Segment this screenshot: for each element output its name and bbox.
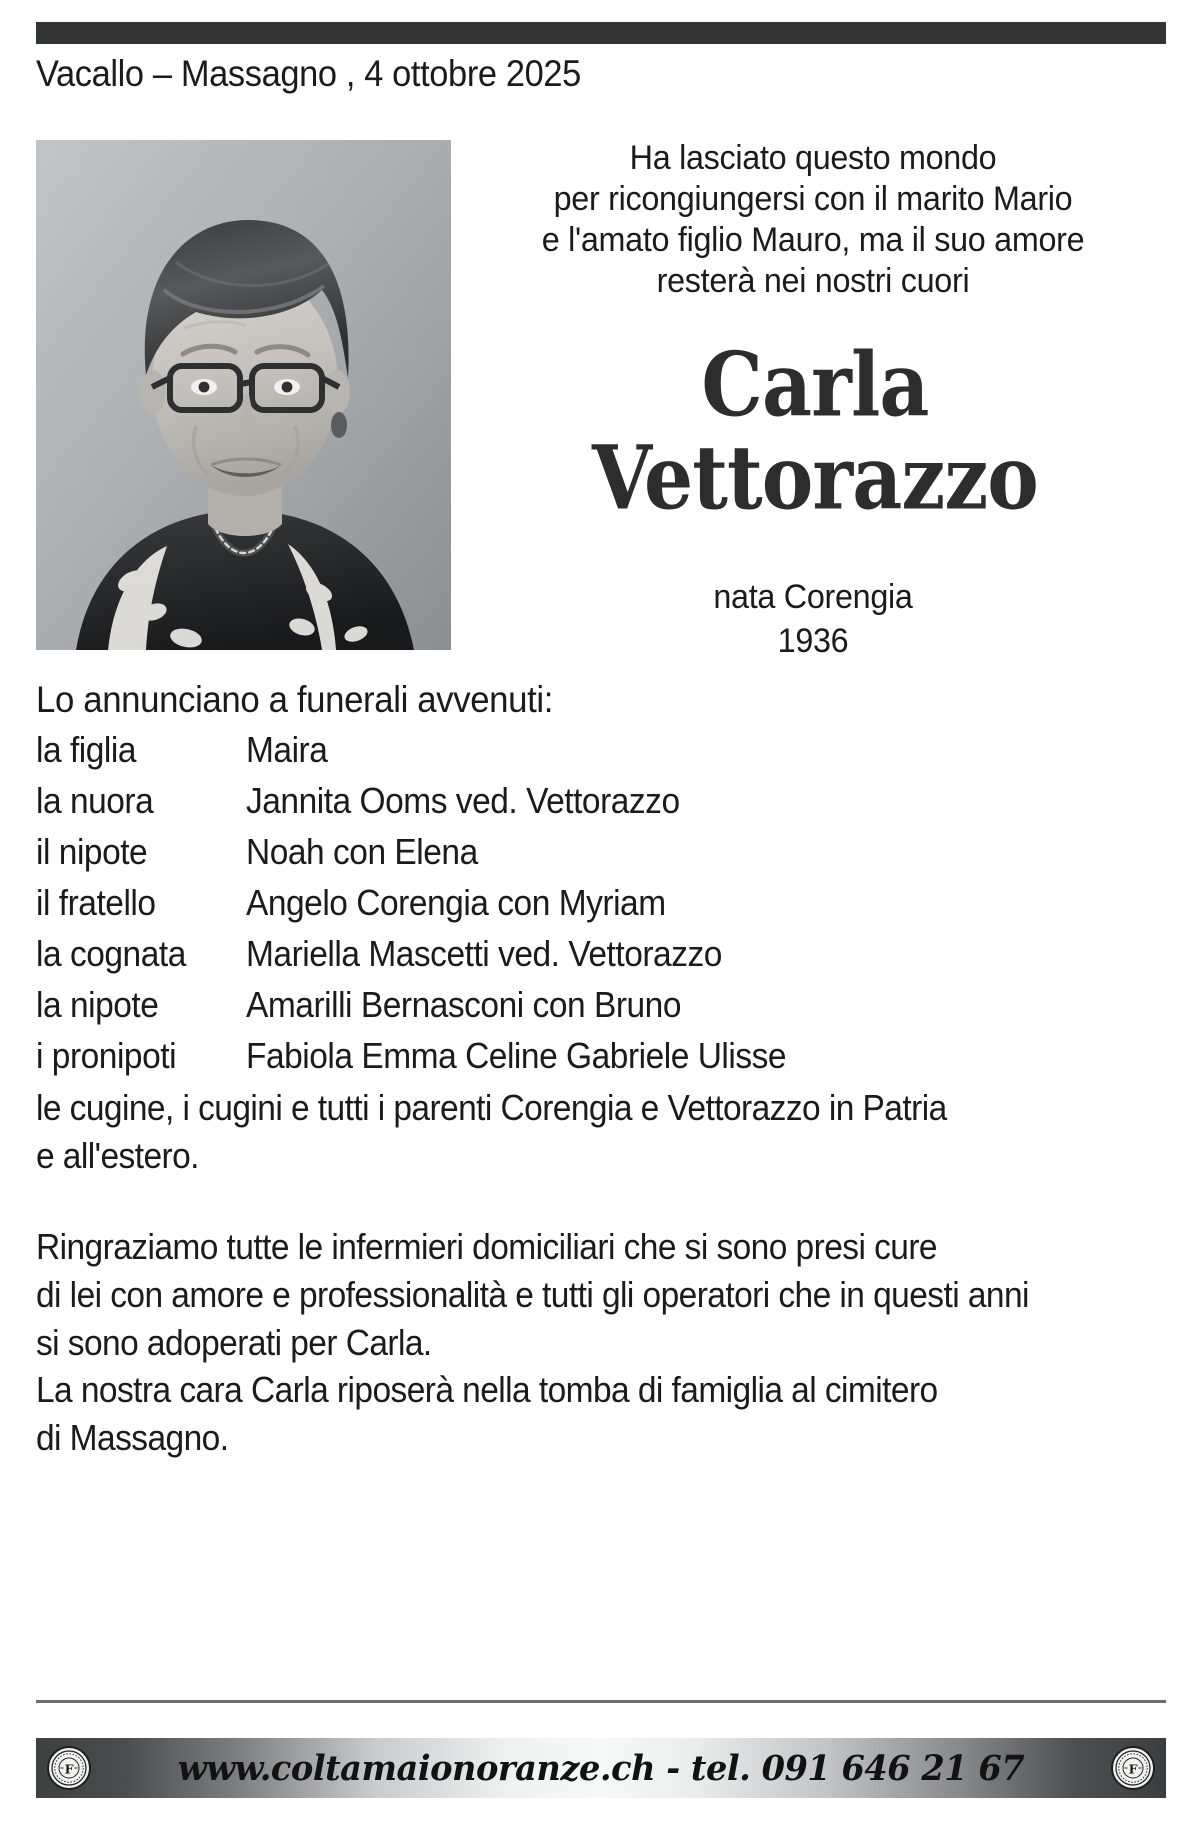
location-date: Vacallo – Massagno , 4 ottobre 2025: [36, 53, 581, 94]
intro-line: e l'amato figlio Mauro, ma il suo amore: [541, 221, 1085, 259]
intro-line: resterà nei nostri cuori: [656, 262, 970, 300]
birth-year: 1936: [777, 622, 849, 660]
family-names: Amarilli Bernasconi con Bruno: [246, 984, 681, 1025]
deceased-name: [460, 332, 1170, 530]
family-names: Maira: [246, 729, 328, 770]
funeral-home-footer: [36, 1738, 1166, 1798]
intro-text: [460, 138, 1166, 302]
deceased-last-name: Vettorazzo: [592, 425, 1038, 530]
svg-text:F: F: [64, 1761, 74, 1777]
top-rule: [36, 22, 1166, 44]
funeral-home-seal-icon: [46, 1745, 92, 1791]
family-names: Angelo Corengia con Myriam: [246, 882, 666, 923]
family-row: [36, 983, 1166, 1034]
resting-place-paragraph: [36, 1366, 1186, 1462]
family-row: [36, 728, 1166, 779]
family-relation: il nipote: [36, 831, 148, 872]
thanks-line: di lei con amore e professionalità e tutti gli operatori che in questi anni: [36, 1274, 1029, 1315]
family-names: Mariella Mascetti ved. Vettorazzo: [246, 933, 722, 974]
relatives-paragraph: [36, 1084, 1176, 1180]
resting-line: La nostra cara Carla riposerà nella tomba di famiglia al cimitero: [36, 1369, 938, 1410]
birth-info: [460, 575, 1166, 663]
maiden-name: nata Corengia: [713, 578, 913, 616]
family-row: [36, 881, 1166, 932]
announce-heading: Lo annunciano a funerali avvenuti:: [36, 679, 554, 720]
portrait-illustration: [36, 140, 451, 650]
funeral-home-seal-icon: [1110, 1745, 1156, 1791]
footer-contact[interactable]: www.coltamaionoranze.ch - tel. 091 646 21 67: [177, 1747, 1025, 1789]
intro-line: per ricongiungersi con il marito Mario: [553, 180, 1073, 218]
family-relation: il fratello: [36, 882, 156, 923]
family-row: [36, 932, 1166, 983]
family-row: [36, 779, 1166, 830]
deceased-first-name: Carla: [701, 332, 929, 437]
portrait-photo: [36, 140, 451, 650]
relatives-line: le cugine, i cugini e tutti i parenti Corengia e Vettorazzo in Patria: [36, 1087, 947, 1128]
thanks-paragraph: [36, 1223, 1186, 1367]
family-relation: la figlia: [36, 729, 137, 770]
footer-separator: [36, 1700, 1166, 1703]
seal-right-graphic: [1110, 1745, 1156, 1791]
thanks-line: Ringraziamo tutte le infermieri domiciliari che si sono presi cure: [36, 1226, 937, 1267]
relatives-line: e all'estero.: [36, 1135, 199, 1176]
intro-line: Ha lasciato questo mondo: [629, 139, 997, 177]
family-relation: la nipote: [36, 984, 159, 1025]
family-relation: la nuora: [36, 780, 154, 821]
svg-text:F: F: [1128, 1761, 1138, 1777]
family-list: [36, 728, 1166, 1085]
seal-left-graphic: [46, 1745, 92, 1791]
family-names: Noah con Elena: [246, 831, 478, 872]
family-relation: la cognata: [36, 933, 186, 974]
thanks-line: si sono adoperati per Carla.: [36, 1322, 432, 1363]
family-names: Jannita Ooms ved. Vettorazzo: [246, 780, 680, 821]
family-row: [36, 830, 1166, 881]
family-row: [36, 1034, 1166, 1085]
family-names: Fabiola Emma Celine Gabriele Ulisse: [246, 1035, 787, 1076]
family-relation: i pronipoti: [36, 1035, 177, 1076]
resting-line: di Massagno.: [36, 1417, 229, 1458]
